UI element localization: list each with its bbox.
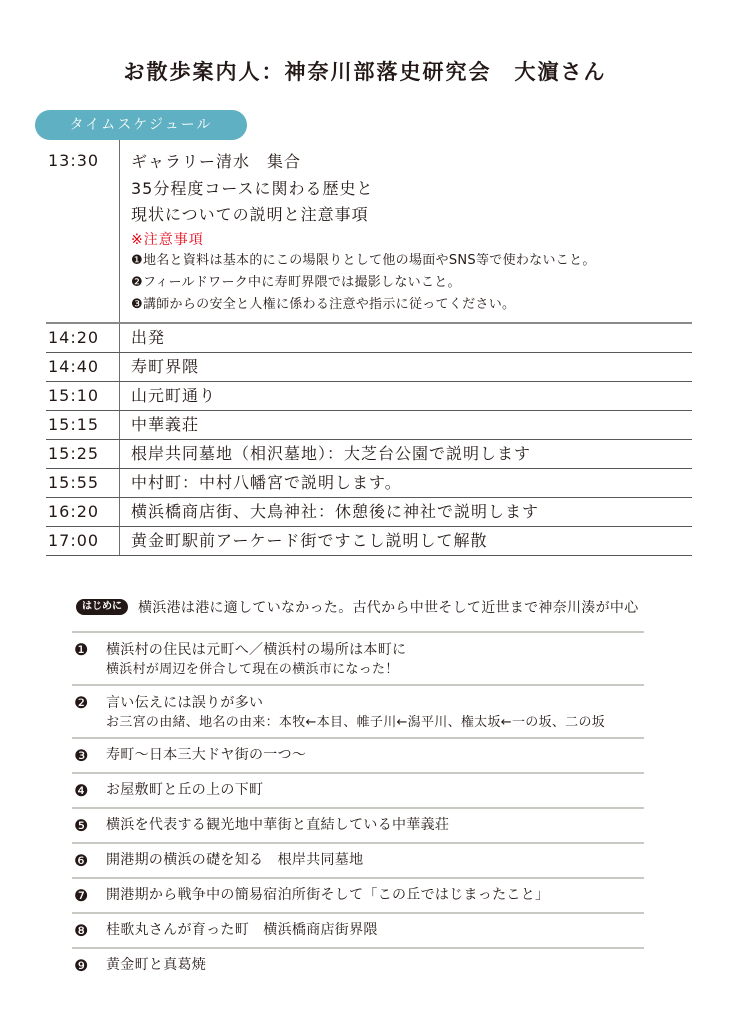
list-item	[72, 772, 644, 807]
topic-title: 言い伝えには誤りが多い	[106, 695, 264, 711]
schedule-time: 16:20	[48, 501, 100, 521]
topic-title: お屋敷町と丘の上の下町	[106, 782, 264, 798]
topic-title: 開港期の横浜の礎を知る 根岸共同墓地	[106, 852, 364, 868]
topic-title: 黄金町と真葛焼	[106, 957, 207, 973]
topic-title: 横浜村の住民は元町へ／横浜村の場所は本町に	[106, 642, 407, 658]
schedule-label: タイムスケジュール	[35, 110, 247, 140]
schedule-row	[46, 498, 692, 527]
schedule-description: 出発	[131, 327, 166, 347]
schedule-description: 中華義荘	[131, 414, 200, 434]
page-title: お散歩案内人：神奈川部落史研究会 大濵さん	[123, 60, 607, 84]
schedule-row	[46, 411, 692, 440]
schedule-line: ギャラリー清水 集合	[131, 152, 302, 171]
schedule-description: 黄金町駅前アーケード街ですこし説明して解散	[131, 530, 488, 550]
list-item	[72, 842, 644, 877]
schedule-line: 35分程度コースに関わる歴史と	[131, 178, 374, 198]
schedule-row	[46, 527, 692, 556]
schedule-table	[46, 140, 692, 556]
schedule-time: 17:00	[48, 530, 100, 550]
schedule-description: 中村町：中村八幡宮で説明します。	[131, 472, 402, 492]
schedule-row	[46, 353, 692, 382]
note-item: ❶地名と資料は基本的にこの場限りとして他の場面やSNS等で使わないこと。	[131, 252, 596, 268]
number-badge-icon: ❺	[74, 816, 89, 835]
topic-subtext: お三宮の由緒、地名の由来：本牧←本目、帷子川←潟平川、権太坂←一の坂、二の坂	[106, 715, 606, 730]
schedule-description: 寿町界隈	[131, 356, 200, 376]
topic-list	[72, 631, 644, 982]
list-item	[72, 737, 644, 772]
number-badge-icon: ❹	[74, 781, 89, 800]
number-badge-icon: ❶	[74, 640, 89, 659]
topic-title: 寿町～日本三大ドヤ街の一つ～	[106, 747, 307, 763]
topic-subtext: 横浜村が周辺を併合して現在の横浜市になった！	[106, 662, 399, 677]
schedule-row	[46, 469, 692, 498]
topic-title: 開港期から戦争中の簡易宿泊所街そして「この丘ではじまったこと」	[106, 887, 550, 903]
list-item	[72, 631, 644, 684]
intro-text: 横浜港は港に適していなかった。古代から中世そして近世まで神奈川湊が中心	[138, 600, 639, 616]
list-item	[72, 684, 644, 737]
intro-badge: はじめに	[76, 599, 128, 615]
number-badge-icon: ❻	[74, 851, 89, 870]
schedule-description: 山元町通り	[131, 385, 217, 405]
schedule-time: 14:20	[48, 327, 100, 347]
list-item	[72, 912, 644, 947]
schedule-time: 14:40	[48, 356, 100, 376]
note-item: ❷フィールドワーク中に寿町界隈では撮影しないこと。	[131, 274, 461, 290]
schedule-row	[46, 382, 692, 411]
schedule-time: 15:15	[48, 414, 100, 434]
schedule-row	[46, 140, 692, 324]
schedule-row	[46, 440, 692, 469]
list-item	[72, 807, 644, 842]
list-item	[72, 947, 644, 982]
schedule-row	[46, 324, 692, 353]
schedule-description	[119, 140, 596, 322]
number-badge-icon: ❾	[74, 956, 89, 975]
schedule-time: 15:10	[48, 385, 100, 405]
schedule-description: 根岸共同墓地（相沢墓地）：大芝台公園で説明します	[131, 443, 532, 463]
topic-title: 横浜を代表する観光地中華街と直結している中華義荘	[106, 817, 450, 833]
topic-body	[106, 640, 406, 684]
number-badge-icon: ❼	[74, 886, 89, 905]
schedule-line: 現状についての説明と注意事項	[131, 205, 369, 224]
number-badge-icon: ❽	[74, 921, 89, 940]
notes-heading: ※注意事項	[131, 231, 204, 248]
schedule-time: 15:55	[48, 472, 100, 492]
topic-title: 桂歌丸さんが育った町 横浜橋商店街界隈	[106, 922, 378, 938]
list-item	[72, 877, 644, 912]
number-badge-icon: ❷	[74, 693, 89, 712]
topic-body	[106, 693, 605, 737]
intro-section	[76, 597, 639, 617]
schedule-description: 横浜橋商店街、大鳥神社：休憩後に神社で説明します	[131, 501, 540, 521]
note-item: ❸講師からの安全と人権に係わる注意や指示に従ってください。	[131, 296, 516, 312]
number-badge-icon: ❸	[74, 746, 89, 765]
schedule-time: 15:25	[48, 443, 100, 463]
schedule-time: 13:30	[48, 151, 100, 170]
